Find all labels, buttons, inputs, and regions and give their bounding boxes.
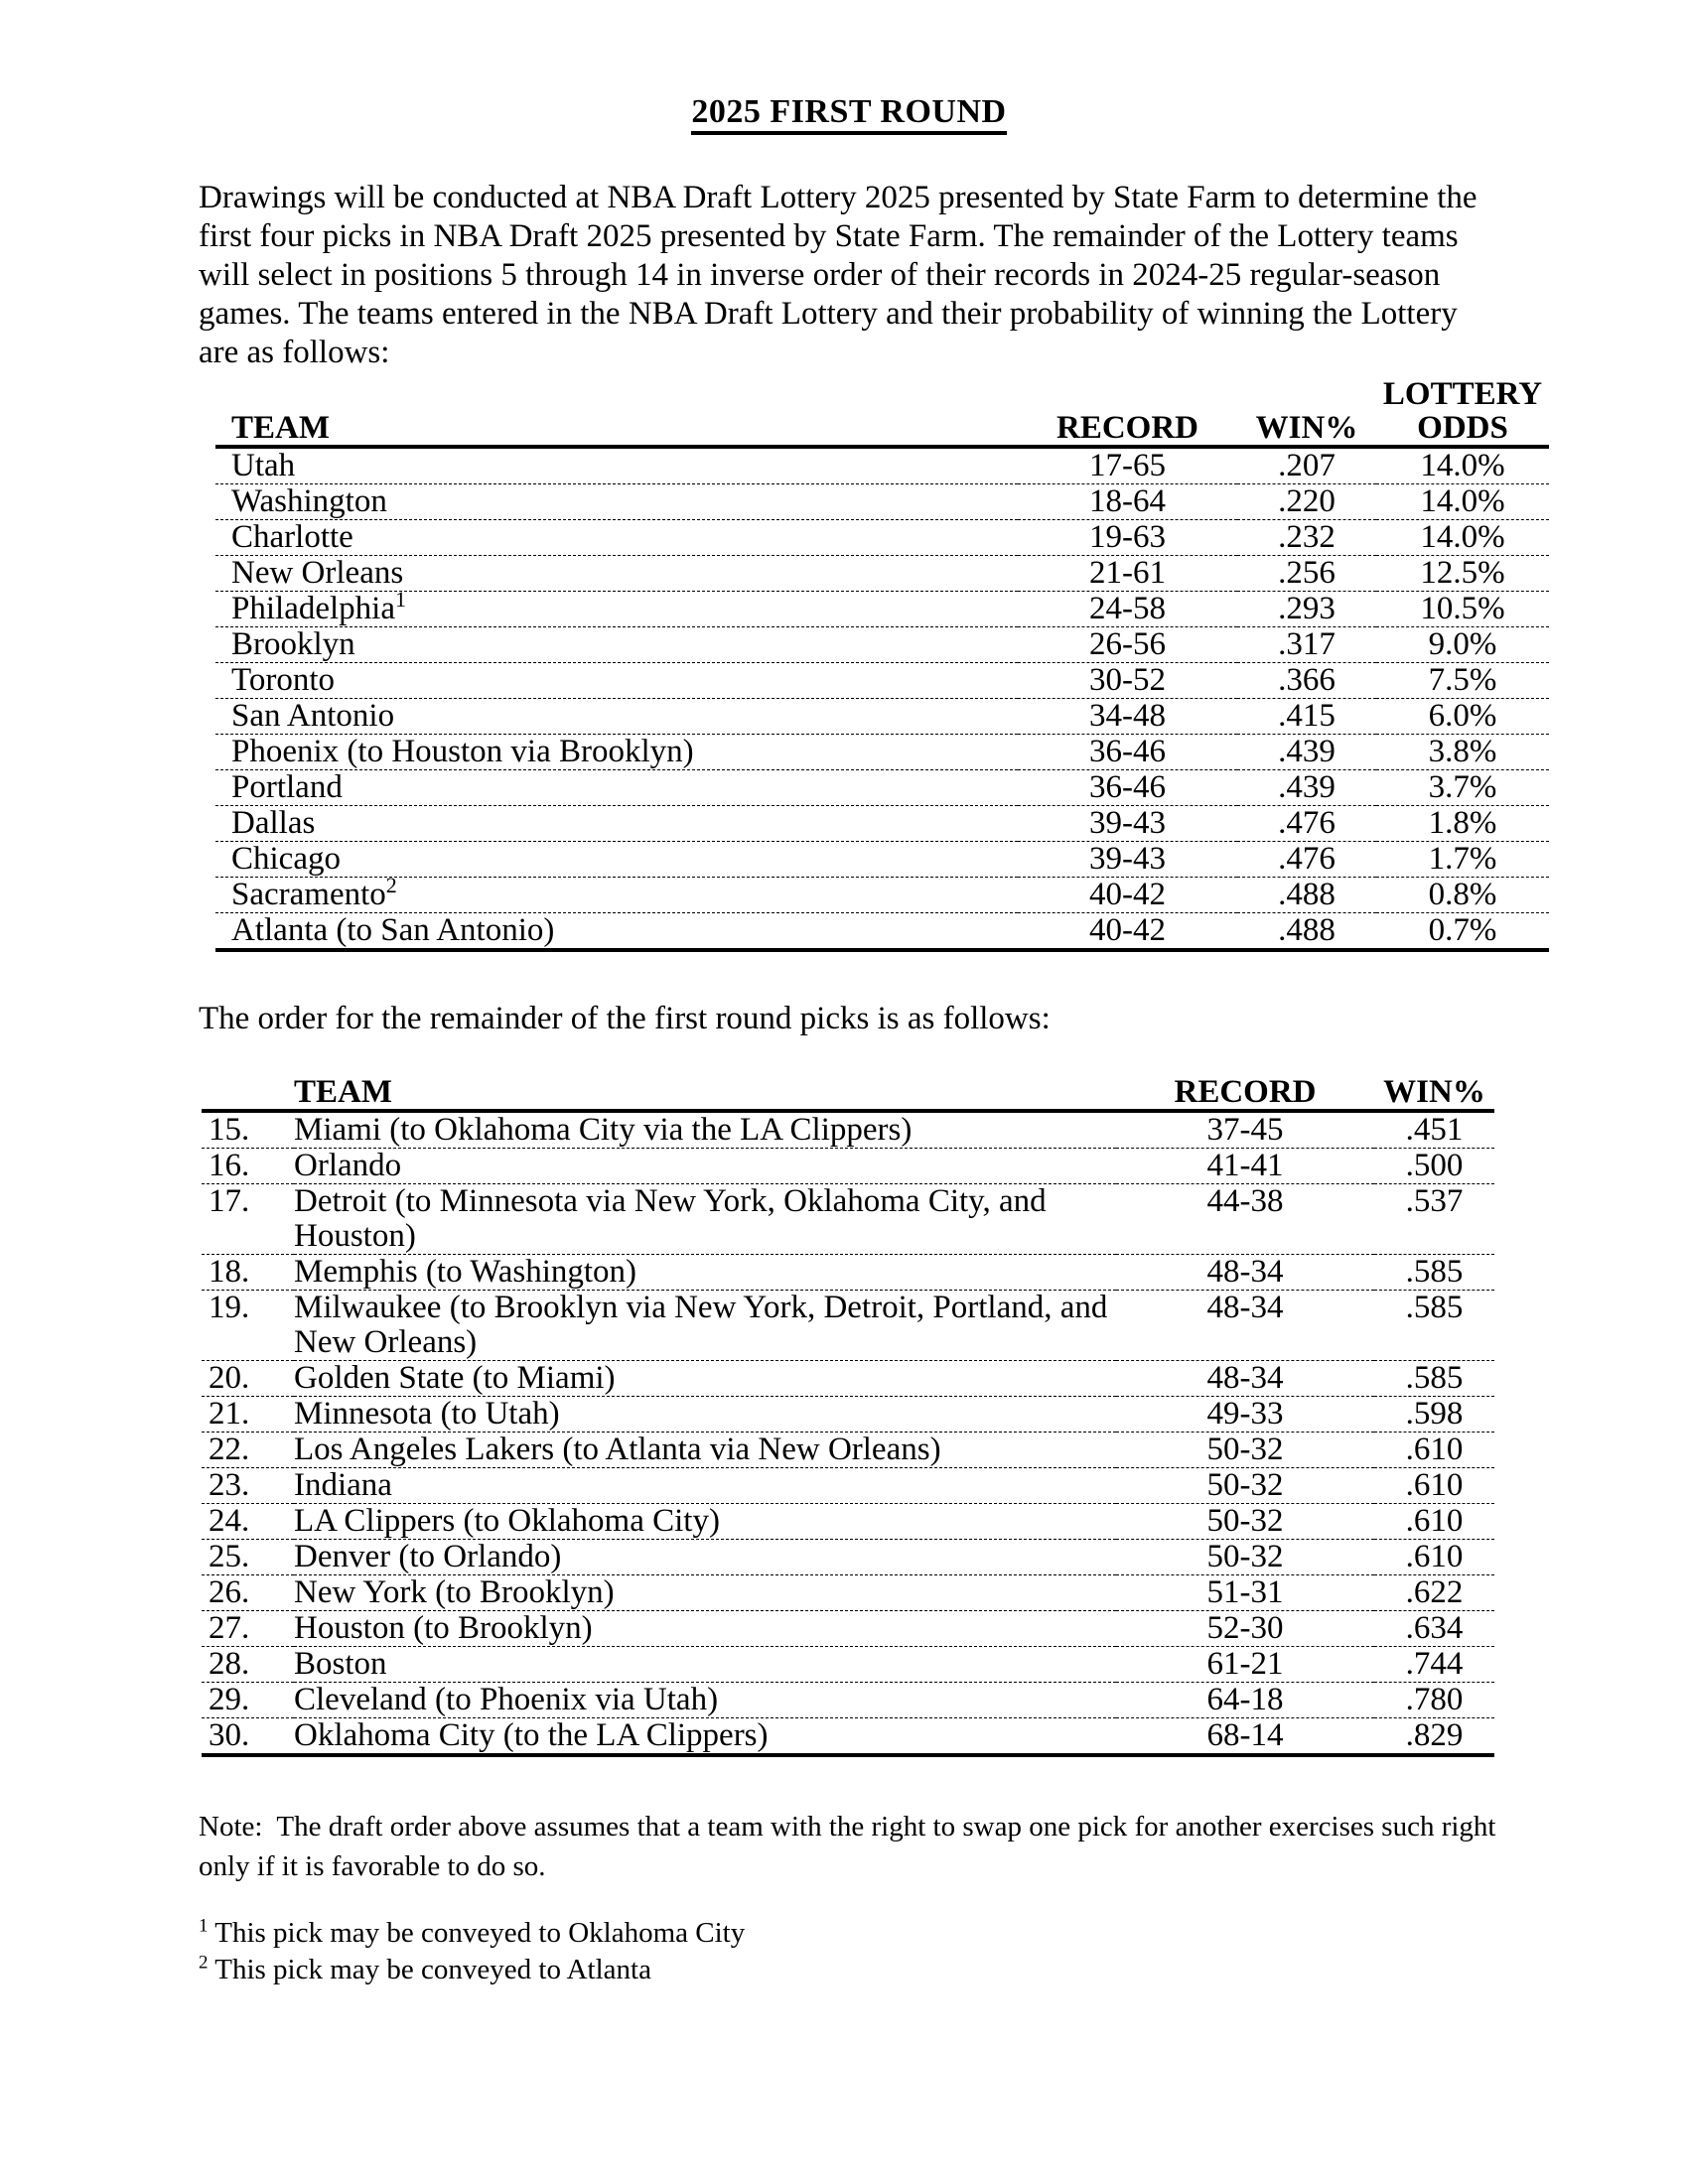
footnote-1-marker: 1: [199, 1915, 209, 1937]
remainder-col-win: WIN%: [1374, 1075, 1494, 1111]
team-cell: Denver (to Orlando): [294, 1540, 1116, 1575]
win-cell: .780: [1374, 1683, 1494, 1718]
lottery-table-row: [215, 592, 1549, 627]
remainder-intro-paragraph: The order for the remainder of the first round picks is as follows:: [199, 1001, 1051, 1036]
lottery-table-row: [215, 699, 1549, 735]
team-cell: Detroit (to Minnesota via New York, Oklahoma City, and Houston): [294, 1184, 1116, 1255]
win-cell: .415: [1237, 699, 1376, 735]
record-cell: 49-33: [1116, 1397, 1374, 1433]
odds-cell: 10.5%: [1376, 592, 1549, 627]
lottery-table-row: [215, 556, 1549, 592]
record-cell: 48-34: [1116, 1361, 1374, 1397]
footnote-2-marker: 2: [199, 1952, 209, 1974]
pick-number-cell: 26.: [202, 1575, 294, 1611]
odds-cell: 1.7%: [1376, 842, 1549, 878]
win-cell: .439: [1237, 735, 1376, 770]
pick-number-cell: 16.: [202, 1149, 294, 1184]
lottery-table: [215, 377, 1549, 952]
lottery-table-row: [215, 447, 1549, 484]
remainder-table-row: [202, 1397, 1494, 1433]
pick-number-cell: 28.: [202, 1647, 294, 1683]
odds-cell: 6.0%: [1376, 699, 1549, 735]
team-cell: Chicago: [215, 842, 1018, 878]
lottery-col-odds-line2: ODDS: [1417, 410, 1508, 446]
record-cell: 40-42: [1018, 913, 1237, 951]
win-cell: .610: [1374, 1504, 1494, 1540]
lottery-table-row: [215, 806, 1549, 842]
team-cell: LA Clippers (to Oklahoma City): [294, 1504, 1116, 1540]
record-cell: 50-32: [1116, 1433, 1374, 1468]
pick-number-cell: 30.: [202, 1718, 294, 1756]
lottery-table-row: [215, 484, 1549, 520]
team-cell: New Orleans: [215, 556, 1018, 592]
team-cell: Atlanta (to San Antonio): [215, 913, 1018, 951]
pick-number-cell: 27.: [202, 1611, 294, 1647]
record-cell: 36-46: [1018, 770, 1237, 806]
team-cell: Portland: [215, 770, 1018, 806]
odds-cell: 12.5%: [1376, 556, 1549, 592]
team-cell: Phoenix (to Houston via Brooklyn): [215, 735, 1018, 770]
pick-number-cell: 23.: [202, 1468, 294, 1504]
lottery-col-win: WIN%: [1237, 377, 1376, 447]
odds-cell: 14.0%: [1376, 447, 1549, 484]
record-cell: 21-61: [1018, 556, 1237, 592]
remainder-table-row: [202, 1111, 1494, 1149]
lottery-col-team: TEAM: [215, 377, 1018, 447]
win-cell: .829: [1374, 1718, 1494, 1756]
odds-cell: 3.8%: [1376, 735, 1549, 770]
win-cell: .232: [1237, 520, 1376, 556]
record-cell: 41-41: [1116, 1149, 1374, 1184]
record-cell: 61-21: [1116, 1647, 1374, 1683]
odds-cell: 9.0%: [1376, 627, 1549, 663]
team-cell: Indiana: [294, 1468, 1116, 1504]
win-cell: .220: [1237, 484, 1376, 520]
lottery-table-row: [215, 627, 1549, 663]
remainder-table-row: [202, 1184, 1494, 1255]
win-cell: .439: [1237, 770, 1376, 806]
record-cell: 39-43: [1018, 806, 1237, 842]
team-cell: Charlotte: [215, 520, 1018, 556]
pick-number-cell: 17.: [202, 1184, 294, 1255]
lottery-col-record: RECORD: [1018, 377, 1237, 447]
record-cell: 18-64: [1018, 484, 1237, 520]
odds-cell: 14.0%: [1376, 484, 1549, 520]
lottery-table-row: [215, 878, 1549, 913]
record-cell: 48-34: [1116, 1291, 1374, 1361]
record-cell: 52-30: [1116, 1611, 1374, 1647]
remainder-table: [202, 1075, 1494, 1757]
lottery-table-body: [215, 447, 1549, 950]
win-cell: .476: [1237, 842, 1376, 878]
odds-cell: 7.5%: [1376, 663, 1549, 699]
remainder-table-body: [202, 1111, 1494, 1755]
team-cell: Golden State (to Miami): [294, 1361, 1116, 1397]
win-cell: .256: [1237, 556, 1376, 592]
remainder-table-row: [202, 1683, 1494, 1718]
team-cell: Los Angeles Lakers (to Atlanta via New Orleans): [294, 1433, 1116, 1468]
footnote-2-text: This pick may be conveyed to Atlanta: [214, 1954, 651, 1985]
record-cell: 68-14: [1116, 1718, 1374, 1756]
lottery-header-row: [215, 377, 1549, 447]
lottery-table-row: [215, 770, 1549, 806]
record-cell: 40-42: [1018, 878, 1237, 913]
win-cell: .598: [1374, 1397, 1494, 1433]
remainder-table-row: [202, 1718, 1494, 1756]
team-cell: Boston: [294, 1647, 1116, 1683]
remainder-table-row: [202, 1611, 1494, 1647]
record-cell: 44-38: [1116, 1184, 1374, 1255]
odds-cell: 1.8%: [1376, 806, 1549, 842]
record-cell: 19-63: [1018, 520, 1237, 556]
record-cell: 39-43: [1018, 842, 1237, 878]
record-cell: 50-32: [1116, 1540, 1374, 1575]
win-cell: .585: [1374, 1291, 1494, 1361]
record-cell: 30-52: [1018, 663, 1237, 699]
remainder-table-row: [202, 1149, 1494, 1184]
record-cell: 24-58: [1018, 592, 1237, 627]
pick-number-cell: 25.: [202, 1540, 294, 1575]
lottery-table-header: [215, 377, 1549, 447]
remainder-table-header: [202, 1075, 1494, 1111]
team-cell: Milwaukee (to Brooklyn via New York, Detroit, Portland, and New Orleans): [294, 1291, 1116, 1361]
win-cell: .585: [1374, 1361, 1494, 1397]
team-cell: Philadelphia$^1$: [215, 592, 1018, 627]
remainder-table-row: [202, 1255, 1494, 1291]
pick-number-cell: 15.: [202, 1111, 294, 1149]
footnote-1-text: This pick may be conveyed to Oklahoma City: [214, 1917, 746, 1949]
page-title: 2025 FIRST ROUND: [691, 94, 1006, 135]
team-cell: Memphis (to Washington): [294, 1255, 1116, 1291]
lottery-table-row: [215, 735, 1549, 770]
record-cell: 48-34: [1116, 1255, 1374, 1291]
remainder-col-team: TEAM: [294, 1075, 1116, 1111]
win-cell: .500: [1374, 1149, 1494, 1184]
lottery-table-row: [215, 913, 1549, 951]
pick-number-cell: 19.: [202, 1291, 294, 1361]
remainder-table-row: [202, 1540, 1494, 1575]
win-cell: .537: [1374, 1184, 1494, 1255]
team-cell: Washington: [215, 484, 1018, 520]
intro-paragraph: Drawings will be conducted at NBA Draft Lottery 2025 presented by State Farm to determine the first four picks in NBA Draft 2025 presented by State Farm. The remainder of the Lottery teams will select in positions 5 through 14 in inverse order of their records in 2024-25 regular-season games. The teams entered in the NBA Draft Lottery and their probability of winning the Lottery are as follows:: [199, 180, 1477, 370]
remainder-table-row: [202, 1647, 1494, 1683]
remainder-header-row: [202, 1075, 1494, 1111]
pick-number-cell: 22.: [202, 1433, 294, 1468]
win-cell: .610: [1374, 1468, 1494, 1504]
odds-cell: 0.8%: [1376, 878, 1549, 913]
remainder-col-number: [202, 1075, 294, 1111]
win-cell: .317: [1237, 627, 1376, 663]
odds-cell: 14.0%: [1376, 520, 1549, 556]
pick-number-cell: 24.: [202, 1504, 294, 1540]
footnote-1: [199, 1915, 1499, 1952]
footnote-marker: 2: [385, 873, 397, 897]
record-cell: 36-46: [1018, 735, 1237, 770]
pick-number-cell: 21.: [202, 1397, 294, 1433]
remainder-table-row: [202, 1433, 1494, 1468]
title-wrap: [199, 94, 1499, 135]
record-cell: 34-48: [1018, 699, 1237, 735]
win-cell: .207: [1237, 447, 1376, 484]
footnotes: [199, 1915, 1499, 1988]
win-cell: .451: [1374, 1111, 1494, 1149]
pick-number-cell: 20.: [202, 1361, 294, 1397]
record-cell: 17-65: [1018, 447, 1237, 484]
remainder-table-row: [202, 1575, 1494, 1611]
pick-number-cell: 18.: [202, 1255, 294, 1291]
remainder-table-row: [202, 1504, 1494, 1540]
team-cell: Sacramento$^2$: [215, 878, 1018, 913]
team-cell: New York (to Brooklyn): [294, 1575, 1116, 1611]
remainder-table-row: [202, 1291, 1494, 1361]
win-cell: .610: [1374, 1540, 1494, 1575]
record-cell: 64-18: [1116, 1683, 1374, 1718]
win-cell: .488: [1237, 878, 1376, 913]
note-text: Note: The draft order above assumes that a team with the right to swap one pick for another exercises such right only if it is favorable to do so.: [199, 1811, 1503, 1882]
win-cell: .293: [1237, 592, 1376, 627]
pick-number-cell: 29.: [202, 1683, 294, 1718]
odds-cell: 0.7%: [1376, 913, 1549, 951]
team-cell: Oklahoma City (to the LA Clippers): [294, 1718, 1116, 1756]
remainder-table-row: [202, 1468, 1494, 1504]
record-cell: 26-56: [1018, 627, 1237, 663]
win-cell: .476: [1237, 806, 1376, 842]
win-cell: .744: [1374, 1647, 1494, 1683]
team-cell: Brooklyn: [215, 627, 1018, 663]
footnote-marker: 1: [394, 587, 406, 612]
win-cell: .610: [1374, 1433, 1494, 1468]
win-cell: .366: [1237, 663, 1376, 699]
team-cell: San Antonio: [215, 699, 1018, 735]
win-cell: .585: [1374, 1255, 1494, 1291]
lottery-col-odds-line1: LOTTERY: [1382, 376, 1543, 412]
team-cell: Houston (to Brooklyn): [294, 1611, 1116, 1647]
win-cell: .622: [1374, 1575, 1494, 1611]
team-cell: Utah: [215, 447, 1018, 484]
record-cell: 50-32: [1116, 1468, 1374, 1504]
team-cell: Minnesota (to Utah): [294, 1397, 1116, 1433]
lottery-col-odds: [1376, 377, 1549, 447]
record-cell: 51-31: [1116, 1575, 1374, 1611]
lottery-table-row: [215, 842, 1549, 878]
win-cell: .488: [1237, 913, 1376, 951]
footnote-2: [199, 1952, 1499, 1988]
team-cell: Miami (to Oklahoma City via the LA Clippers): [294, 1111, 1116, 1149]
win-cell: .634: [1374, 1611, 1494, 1647]
team-cell: Toronto: [215, 663, 1018, 699]
record-cell: 37-45: [1116, 1111, 1374, 1149]
lottery-table-row: [215, 663, 1549, 699]
team-cell: Orlando: [294, 1149, 1116, 1184]
remainder-table-row: [202, 1361, 1494, 1397]
remainder-col-record: RECORD: [1116, 1075, 1374, 1111]
team-cell: Cleveland (to Phoenix via Utah): [294, 1683, 1116, 1718]
odds-cell: 3.7%: [1376, 770, 1549, 806]
record-cell: 50-32: [1116, 1504, 1374, 1540]
lottery-table-row: [215, 520, 1549, 556]
team-cell: Dallas: [215, 806, 1018, 842]
